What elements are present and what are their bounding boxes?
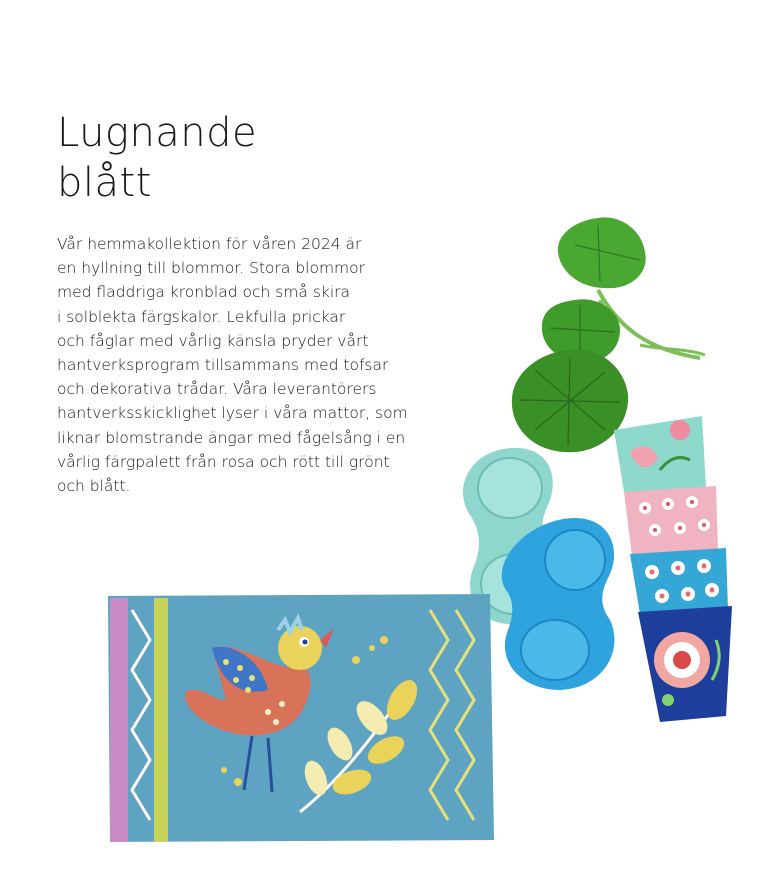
description-paragraph xyxy=(57,232,477,498)
description-line: liknar blomstrande ängar med fågelsång i en xyxy=(57,428,406,447)
description-line: vårlig färgpalett från rosa och rött till grönt xyxy=(57,452,390,471)
blue-dish-image xyxy=(502,518,615,690)
page-title-line-2: blått xyxy=(57,160,152,206)
rug-image xyxy=(108,594,494,842)
description-line: och blått. xyxy=(57,477,131,496)
description-line: med fladdriga kronblad och små skira xyxy=(57,283,351,302)
description-line: hantverksprogram tillsammans med tofsar xyxy=(57,356,389,375)
geranium-leaves-image xyxy=(512,217,705,452)
description-line: en hyllning till blommor. Stora blommor xyxy=(57,259,365,278)
cup-stack-image xyxy=(614,416,732,722)
mint-dish-image xyxy=(463,448,559,624)
description-line: och fåglar med vårlig känsla pryder vårt xyxy=(57,331,369,350)
description-line: Vår hemmakollektion för våren 2024 är xyxy=(57,235,362,253)
description-line: och dekorativa trådar. Våra leverantörers xyxy=(57,380,377,399)
description-line: hantverksskicklighet lyser i våra mattor, som xyxy=(57,404,408,423)
page-title xyxy=(57,108,377,208)
description-line: i solblekta färgskalor. Lekfulla prickar xyxy=(57,307,346,326)
page-title-line-1: Lugnande xyxy=(57,110,258,156)
